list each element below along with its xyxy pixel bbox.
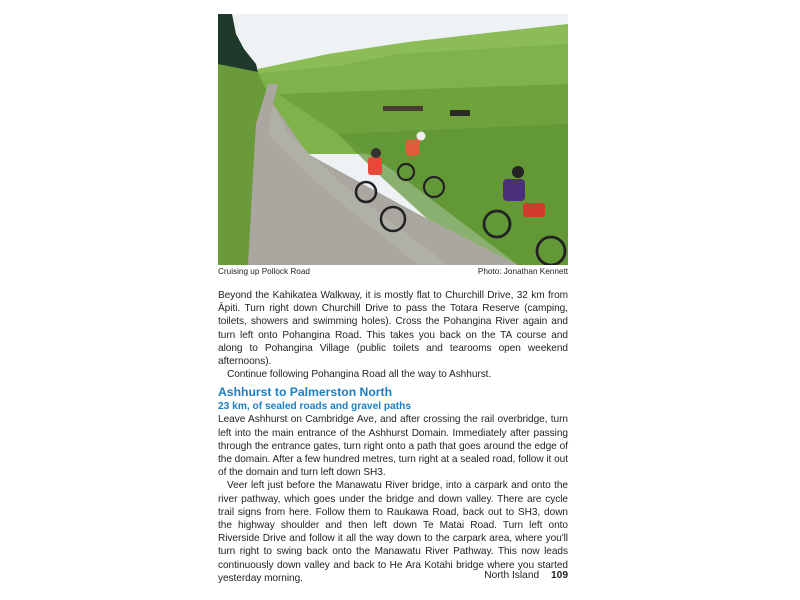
photo-credit: Photo: Jonathan Kennett: [477, 267, 568, 276]
paragraph: Continue following Pohangina Road all the way to Ashhurst.: [227, 369, 492, 381]
section-subheading: 23 km, of sealed roads and gravel paths: [218, 401, 412, 413]
photo-caption-row: [218, 267, 568, 281]
cycling-photo: [218, 14, 568, 265]
photo-illustration: [218, 14, 568, 265]
photo-caption: Cruising up Pollock Road: [218, 267, 310, 276]
paragraph: Leave Ashhurst on Cambridge Ave, and after crossing the rail overbridge, turn left into the main entrance of the Ashhurst Domain. Immediately after passing through the entrance gates, turn right onto a path that goes around the edge of the domain. After a few hundred metres, turn right at a sealed road, follow it out of the domain and turn left down SH3.: [218, 414, 568, 479]
page-number: 109: [551, 570, 568, 581]
running-footer-section: North Island: [484, 570, 540, 581]
page-footer: [218, 570, 568, 581]
paragraph: Veer left just before the Manawatu River bridge, into a carpark and onto the river pathway, which goes under the bridge and down valley. There are cycle trail signs from here. Follow them to Raukawa Road, back out to SH3, down the highway shoulder and then left down Te Matai Road. Turn left onto Riverside Drive and follow it all the way down to the carpark area, where you'll turn right to swing back onto the Manawatu River Pathway. This now leads continuously down valley and back to He Ara Kotahi bridge where you started yesterday morning.: [218, 480, 568, 584]
cow: [450, 110, 470, 116]
section-heading: Ashhurst to Palmerston North: [218, 385, 393, 400]
cows: [383, 106, 423, 111]
book-page: [218, 14, 568, 585]
paragraph: Beyond the Kahikatea Walkway, it is mostly flat to Churchill Drive, 32 km from Āpiti. Turn right down Churchill Drive to pass the Totara Reserve (camping, toilets, showers and swimming holes). Cross the Pohangina River again and turn left onto Pohangina Road. This takes you back on the TA course and along to Pohangina Village (public toilets and tearooms open weekend afternoons).: [218, 290, 568, 368]
